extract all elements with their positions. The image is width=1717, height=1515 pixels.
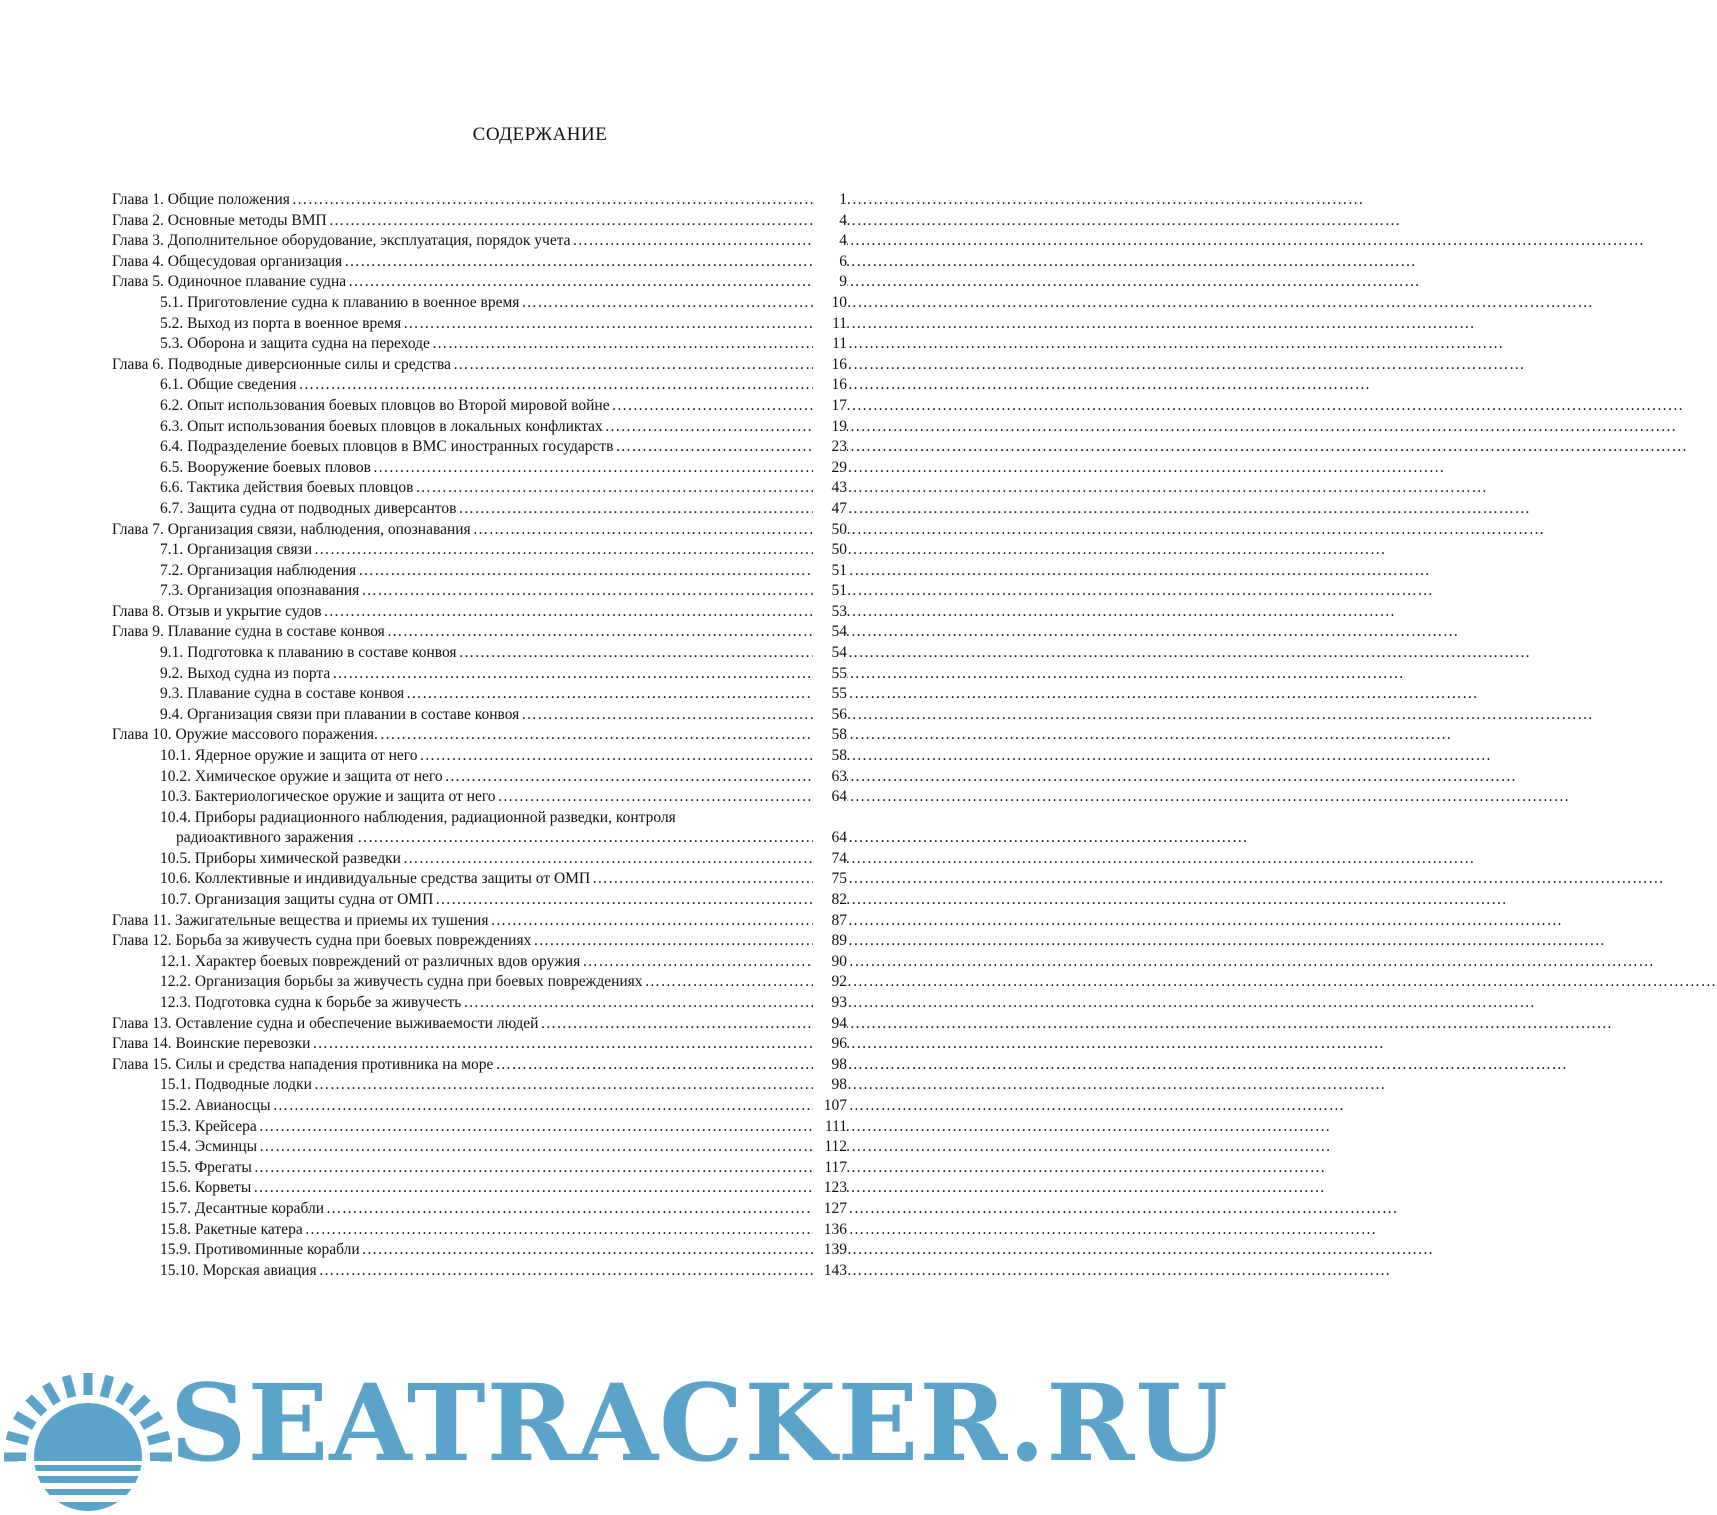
toc-entry-page: 17 xyxy=(813,396,847,417)
toc-entry[interactable] xyxy=(112,911,847,932)
toc-entry-text: 10.4. Приборы радиационного наблюдения, радиационной разведки, контроля xyxy=(160,808,847,829)
toc-entry-text: 7.1. Организация связи xyxy=(160,541,313,559)
toc-entry-text: 15.4. Эсминцы xyxy=(160,1138,258,1156)
toc-entry[interactable] xyxy=(112,190,847,211)
toc-entry-page: 43 xyxy=(813,478,847,499)
toc-entry-page: 19 xyxy=(813,417,847,438)
toc-entry[interactable] xyxy=(112,787,847,808)
toc-entry-text: 10.1. Ядерное оружие и защита от него xyxy=(160,747,418,765)
toc-entry[interactable] xyxy=(112,417,847,438)
toc-entry-text: 15.8. Ракетные катера xyxy=(160,1220,303,1238)
toc-entry-page: 55 xyxy=(813,684,847,705)
toc-entry[interactable] xyxy=(112,622,847,643)
toc-entry-text: Глава 1. Общие положения xyxy=(112,191,290,208)
toc-entry[interactable] xyxy=(112,931,847,952)
toc-entry-text: 9.3. Плавание судна в составе конвоя xyxy=(160,685,405,703)
toc-entry-page: 112 xyxy=(813,1137,847,1158)
toc-entry-page: 136 xyxy=(813,1220,847,1241)
sun-ray xyxy=(132,1398,148,1414)
toc-entry-page: 139 xyxy=(813,1240,847,1261)
toc-entry-text: 12.3. Подготовка судна к борьбе за живучесть xyxy=(160,993,462,1011)
toc-entry-text-continued: радиоактивного заражения xyxy=(176,828,356,849)
toc-entry-page: 63 xyxy=(813,767,847,788)
toc-entry-text: 6.1. Общие сведения xyxy=(160,376,297,394)
toc-entry-text: 15.10. Морская авиация xyxy=(160,1261,317,1279)
toc-entry-text: 6.7. Защита судна от подводных диверсантов xyxy=(160,499,457,517)
sun-ray xyxy=(15,1415,34,1426)
toc-entry-page: 74 xyxy=(813,849,847,870)
toc-entry[interactable] xyxy=(112,231,847,252)
page-title: СОДЕРЖАНИЕ xyxy=(472,124,608,145)
toc-entry-page: 58 xyxy=(813,746,847,767)
toc-entry-text: 5.3. Оборона и защита судна на переходе xyxy=(160,335,430,353)
toc-entry[interactable] xyxy=(112,334,847,355)
toc-entry-page: 55 xyxy=(813,664,847,685)
toc-entry[interactable] xyxy=(112,849,847,870)
sun-ray xyxy=(142,1415,161,1426)
toc-entry-page: 98 xyxy=(813,1055,847,1076)
toc-entry[interactable] xyxy=(112,684,847,705)
toc-entry-text: 15.9. Противоминные корабли xyxy=(160,1241,360,1259)
toc-entry-text: Глава 3. Дополнительное оборудование, эксплуатация, порядок учета xyxy=(112,232,571,250)
toc-entry[interactable] xyxy=(112,458,847,479)
toc-entry-page: 4 xyxy=(813,231,847,252)
toc-entry[interactable] xyxy=(112,540,847,561)
toc-entry-text: Глава 9. Плавание судна в составе конвоя xyxy=(112,623,385,641)
toc-entry-text: 6.2. Опыт использования боевых пловцов во Второй мировой войне xyxy=(160,396,610,414)
toc-entry-text: 6.3. Опыт использования боевых пловцов в локальных конфликтах xyxy=(160,417,603,435)
toc-entry[interactable] xyxy=(112,952,847,973)
sun-rays-icon xyxy=(4,1373,172,1511)
toc-entry-page: 47 xyxy=(813,499,847,520)
toc-entry-text: 15.2. Авианосцы xyxy=(160,1096,271,1114)
toc-entry[interactable] xyxy=(112,808,847,849)
toc-entry-page: 90 xyxy=(813,952,847,973)
toc-entry-text: Глава 14. Воинские перевозки xyxy=(112,1035,311,1053)
toc-entry-text: Глава 12. Борьба за живучесть судна при боевых повреждениях xyxy=(112,932,532,950)
toc-entry[interactable] xyxy=(112,355,847,376)
toc-entry-text: Глава 13. Оставление судна и обеспечение выживаемости людей xyxy=(112,1014,539,1032)
toc-entry-text: 15.1. Подводные лодки xyxy=(160,1076,312,1094)
sun-ray xyxy=(119,1384,130,1403)
toc-entry[interactable] xyxy=(112,520,847,541)
toc-entry[interactable] xyxy=(112,869,847,890)
toc-entry-text: 10.7. Организация защиты судна от ОМП xyxy=(160,891,434,908)
toc-entry[interactable] xyxy=(112,581,847,602)
toc-entry[interactable] xyxy=(112,1117,847,1138)
toc-entry-page: 94 xyxy=(813,1014,847,1035)
toc-entry-text: 7.2. Организация наблюдения xyxy=(160,561,357,579)
toc-entry[interactable] xyxy=(112,1137,847,1158)
toc-entry-text: 10.6. Коллективные и индивидуальные средства защиты от ОМП xyxy=(160,870,591,888)
toc-entry-page: 11 xyxy=(813,314,847,335)
toc-entry-text: Глава 8. Отзыв и укрытие судов xyxy=(112,602,322,620)
toc-entry-page: 54 xyxy=(813,643,847,664)
toc-entry[interactable] xyxy=(112,1034,847,1055)
toc-entry-page: 1 xyxy=(813,190,847,211)
toc-entry[interactable] xyxy=(112,643,847,664)
toc-entry[interactable] xyxy=(112,1199,847,1220)
toc-entry-text: 15.7. Десантные корабли xyxy=(160,1199,325,1217)
toc-entry[interactable] xyxy=(112,211,847,232)
toc-entry-text: 9.2. Выход судна из порта xyxy=(160,664,331,682)
toc-entry[interactable] xyxy=(112,499,847,520)
toc-entry[interactable] xyxy=(112,972,847,993)
toc-entry-page: 123 xyxy=(813,1178,847,1199)
toc-entry-text: Глава 5. Одиночное плавание судна xyxy=(112,273,347,291)
toc-entry[interactable] xyxy=(112,437,847,458)
toc-entry-page: 82 xyxy=(813,890,847,911)
toc-entry-page: 98 xyxy=(813,1075,847,1096)
toc-entry-text: 7.3. Организация опознавания xyxy=(160,582,360,600)
toc-entry[interactable] xyxy=(112,1240,847,1261)
toc-entry-text: 15.5. Фрегаты xyxy=(160,1158,252,1176)
toc-entry[interactable] xyxy=(112,664,847,685)
sun-ray xyxy=(46,1384,57,1403)
toc-entry[interactable] xyxy=(112,1220,847,1241)
toc-entry[interactable] xyxy=(112,993,847,1014)
toc-entry[interactable] xyxy=(112,602,847,623)
toc-entry-page: 51 xyxy=(813,581,847,602)
toc-entry-text: 15.6. Корветы xyxy=(160,1179,252,1197)
toc-entry-page: 51 xyxy=(813,561,847,582)
toc-entry-page: 4 xyxy=(813,211,847,232)
toc-entry-text: 12.1. Характер боевых повреждений от различных вдов оружия xyxy=(160,952,581,970)
toc-entry[interactable] xyxy=(112,1075,847,1096)
toc-entry-page: 89 xyxy=(813,931,847,952)
toc-entry-text: Глава 4. Общесудовая организация xyxy=(112,252,343,270)
toc-entry[interactable] xyxy=(112,478,847,499)
toc-entry[interactable] xyxy=(112,1158,847,1179)
toc-entry[interactable] xyxy=(112,375,847,396)
toc-entry[interactable] xyxy=(112,1055,847,1076)
toc-entry-page: 23 xyxy=(813,437,847,458)
toc-entry-page: 54 xyxy=(813,622,847,643)
toc-entry-page: 16 xyxy=(813,375,847,396)
toc-entry[interactable] xyxy=(112,272,847,293)
toc-entry-page: 58 xyxy=(813,725,847,746)
toc-entry-page: 92 xyxy=(813,972,847,993)
toc-entry-page: 127 xyxy=(813,1199,847,1220)
toc-entry-text: 9.1. Подготовка к плаванию в составе конвоя xyxy=(160,644,457,662)
toc-entry-page: 75 xyxy=(813,869,847,890)
toc-entry-text: 5.2. Выход из порта в военное время xyxy=(160,314,402,332)
watermark-text: SEATRACKER.RU xyxy=(170,1360,1229,1485)
toc-entry[interactable] xyxy=(112,725,847,746)
toc-entry-page: 29 xyxy=(813,458,847,479)
sun-ray xyxy=(7,1435,28,1441)
toc-entry-page: 93 xyxy=(813,993,847,1014)
sun-ray xyxy=(104,1376,110,1397)
toc-entry[interactable] xyxy=(112,314,847,335)
toc-entry-text: Глава 7. Организация связи, наблюдения, опознавания xyxy=(112,520,471,538)
toc-entry-page: 16 xyxy=(813,355,847,376)
toc-entry-page: 64 xyxy=(813,828,847,849)
toc-entry[interactable] xyxy=(112,252,847,273)
toc-entry-text: 6.6. Тактика действия боевых пловцов xyxy=(160,479,414,497)
toc-entry-page: 6 xyxy=(813,252,847,273)
toc-entry-text: 6.5. Вооружение боевых пловов xyxy=(160,458,371,476)
toc-entry-text: 10.3. Бактериологическое оружие и защита от него xyxy=(160,788,496,806)
toc-entry[interactable] xyxy=(112,293,847,314)
toc-entry-page: 10 xyxy=(813,293,847,314)
toc-entry-page: 117 xyxy=(813,1158,847,1179)
toc-entry-text: Глава 2. Основные методы ВМП xyxy=(112,211,327,229)
toc-entry-page: 50 xyxy=(813,520,847,541)
toc-entry-page: 9 xyxy=(813,272,847,293)
sun-ray xyxy=(148,1435,169,1441)
toc-entry-page: 11 xyxy=(813,334,847,355)
toc-entry-text: Глава 10. Оружие массового поражения. xyxy=(112,726,378,744)
toc-entry-text: 9.4. Организация связи при плавании в составе конвоя xyxy=(160,705,520,723)
toc-entry[interactable] xyxy=(112,705,847,726)
toc-entry[interactable] xyxy=(112,561,847,582)
toc-entry-text: 10.5. Приборы химической разведки xyxy=(160,849,401,867)
toc-entry[interactable] xyxy=(112,1096,847,1117)
toc-entry[interactable] xyxy=(112,1261,847,1282)
toc-entry-text: Глава 15. Силы и средства нападения противника на море xyxy=(112,1055,494,1073)
toc-entry-text: 10.2. Химическое оружие и защита от него xyxy=(160,767,443,785)
toc-entry-text: 6.4. Подразделение боевых пловцов в ВМС иностранных государств xyxy=(160,438,614,456)
toc-entry-page: 111 xyxy=(813,1117,847,1138)
toc-entry-page: 56 xyxy=(813,705,847,726)
toc-entry-page: 87 xyxy=(813,911,847,932)
toc-entry-text: 15.3. Крейсера xyxy=(160,1117,257,1135)
toc-entry-text: Глава 6. Подводные диверсионные силы и средства xyxy=(112,355,451,373)
toc-entry[interactable] xyxy=(112,1178,847,1199)
sun-ray xyxy=(29,1398,45,1414)
toc-entry-text: 12.2. Организация борьбы за живучесть судна при боевых повреждениях xyxy=(160,973,643,991)
toc-entry[interactable] xyxy=(112,890,847,911)
toc-entry[interactable] xyxy=(112,767,847,788)
toc-entry[interactable] xyxy=(112,396,847,417)
toc-entry-text: 5.1. Приготовление судна к плаванию в военное время xyxy=(160,293,520,311)
toc-entry-page: 53 xyxy=(813,602,847,623)
toc-entry-page: 50 xyxy=(813,540,847,561)
toc-entry-page: 143 xyxy=(813,1261,847,1282)
toc-entry[interactable] xyxy=(112,746,847,767)
toc-entry-page: 107 xyxy=(813,1096,847,1117)
table-of-contents xyxy=(112,190,847,1281)
toc-entry-page: 96 xyxy=(813,1034,847,1055)
sun-ray xyxy=(66,1376,72,1397)
toc-entry[interactable] xyxy=(112,1014,847,1035)
toc-entry-page: 64 xyxy=(813,787,847,808)
toc-entry-text: Глава 11. Зажигательные вещества и приемы их тушения xyxy=(112,911,489,929)
